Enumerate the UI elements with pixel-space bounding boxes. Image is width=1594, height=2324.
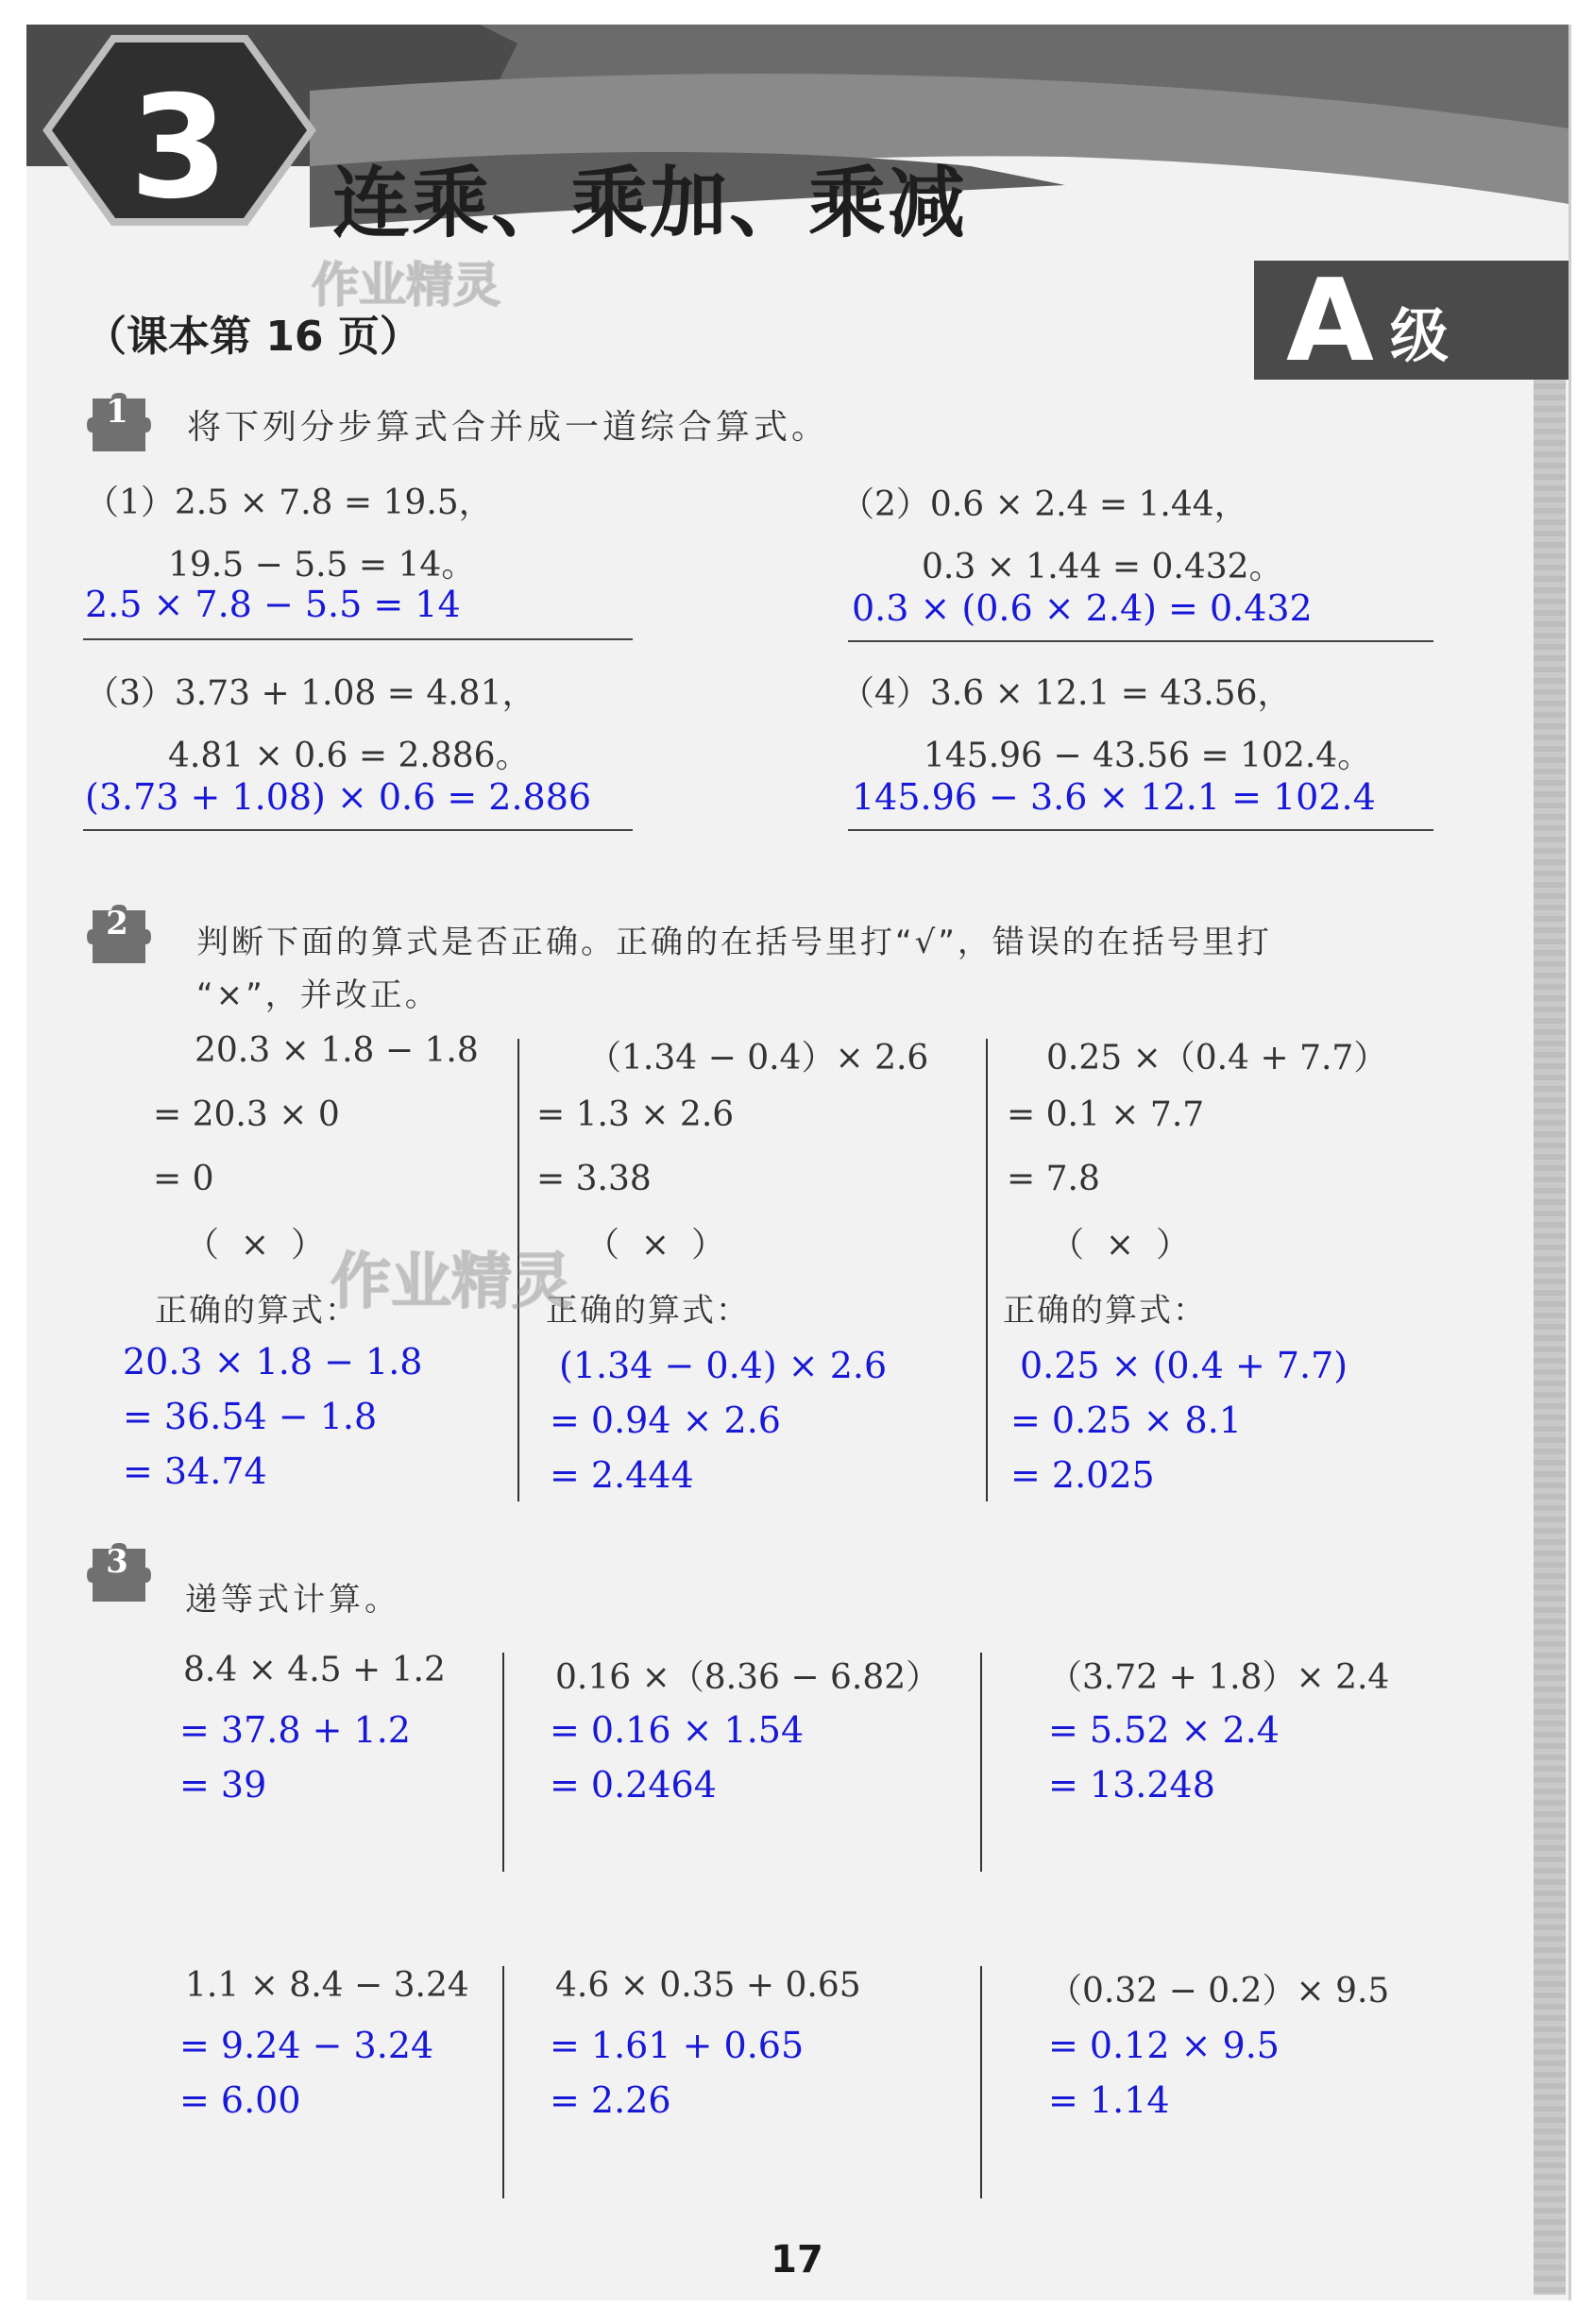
question-2-instruction-line2: “×”，并改正。 — [196, 976, 440, 1014]
chapter-title: 连乘、乘加、乘减 — [332, 159, 968, 248]
q2-col1-answer1: 20.3 × 1.8 − 1.8 — [123, 1341, 423, 1383]
q2-col1-mark: （ × ） — [185, 1226, 325, 1264]
answer-underline — [848, 640, 1433, 642]
q3-problem5-expression: 4.6 × 0.35 + 0.65 — [555, 1966, 861, 2005]
question-2-instruction-line1: 判断下面的算式是否正确。正确的在括号里打“√”，错误的在括号里打 — [196, 924, 1272, 961]
watermark-middle: 作业精灵 — [331, 1247, 572, 1317]
q2-col1-expression: 20.3 × 1.8 − 1.8 — [195, 1031, 479, 1070]
question-3-instruction: 递等式计算。 — [185, 1581, 400, 1619]
q2-col2-mark: （ × ） — [585, 1226, 725, 1264]
q1-item4-answer: 145.96 − 3.6 × 12.1 = 102.4 — [852, 776, 1376, 818]
answer-underline — [848, 829, 1433, 831]
question-1-instruction: 将下列分步算式合并成一道综合算式。 — [187, 408, 830, 447]
question-3-number: 3 — [106, 1543, 128, 1581]
q2-col3-step1: = 0.1 × 7.7 — [1007, 1095, 1205, 1134]
q3-problem4-step1: = 9.24 − 3.24 — [179, 2025, 434, 2066]
column-divider — [502, 1653, 504, 1872]
q2-col3-answer2: = 0.25 × 8.1 — [1010, 1399, 1242, 1441]
q2-col1-answer2: = 36.54 − 1.8 — [123, 1396, 378, 1437]
q1-item4-line1: （4）3.6 × 12.1 = 43.56， — [840, 674, 1292, 713]
q1-item3-line2: 4.81 × 0.6 = 2.886。 — [168, 737, 530, 775]
column-divider — [980, 1653, 982, 1872]
q1-item3-line1: （3）3.73 + 1.08 = 4.81， — [85, 674, 536, 713]
q3-problem3-expression: （3.72 + 1.8）× 2.4 — [1048, 1658, 1390, 1697]
page-edge-strip — [1534, 378, 1566, 2295]
level-letter: A — [1286, 256, 1374, 387]
column-divider — [502, 1966, 504, 2198]
q1-item2-line1: （2）0.6 × 2.4 = 1.44， — [840, 485, 1248, 524]
q1-item2-answer: 0.3 × (0.6 × 2.4) = 0.432 — [852, 587, 1313, 629]
q2-col3-answer1: 0.25 × (0.4 + 7.7) — [1020, 1345, 1348, 1386]
q2-col3-answer3: = 2.025 — [1010, 1454, 1155, 1496]
watermark-top: 作业精灵 — [312, 258, 500, 313]
q3-problem6-step1: = 0.12 × 9.5 — [1048, 2025, 1280, 2066]
q2-col3-correct-label: 正确的算式： — [1003, 1292, 1207, 1330]
q3-problem5-step2: = 2.26 — [550, 2079, 671, 2121]
q3-problem1-expression: 8.4 × 4.5 + 1.2 — [183, 1651, 446, 1689]
q3-problem6-expression: （0.32 − 0.2）× 9.5 — [1048, 1972, 1390, 2010]
q2-col1-step2: = 0 — [153, 1160, 214, 1198]
q1-item1-line2: 19.5 − 5.5 = 14。 — [168, 546, 476, 585]
q2-col2-step1: = 1.3 × 2.6 — [536, 1095, 735, 1134]
page-reference: （课本第 16 页） — [85, 313, 421, 361]
q3-problem6-step2: = 1.14 — [1048, 2079, 1170, 2121]
q3-problem4-expression: 1.1 × 8.4 − 3.24 — [185, 1966, 469, 2005]
q1-item1-line1: （1）2.5 × 7.8 = 19.5， — [85, 483, 493, 522]
column-divider — [986, 1039, 988, 1501]
q3-problem1-step2: = 39 — [179, 1764, 267, 1806]
answer-underline — [83, 829, 633, 831]
q2-col2-step2: = 3.38 — [536, 1160, 652, 1198]
q2-col2-answer1: (1.34 − 0.4) × 2.6 — [559, 1345, 888, 1386]
q1-item3-answer: (3.73 + 1.08) × 0.6 = 2.886 — [85, 776, 592, 818]
q2-col1-step1: = 20.3 × 0 — [153, 1095, 340, 1134]
column-divider — [980, 1966, 982, 2198]
q3-problem3-step1: = 5.52 × 2.4 — [1048, 1709, 1280, 1751]
q3-problem3-step2: = 13.248 — [1048, 1764, 1215, 1806]
chapter-number: 3 — [129, 66, 229, 230]
q1-item2-line2: 0.3 × 1.44 = 0.432。 — [922, 548, 1283, 586]
question-2-number: 2 — [106, 905, 128, 942]
answer-underline — [83, 638, 633, 640]
q3-problem4-step2: = 6.00 — [179, 2079, 301, 2121]
q2-col2-correct-label: 正确的算式： — [546, 1292, 750, 1330]
q2-col2-answer3: = 2.444 — [550, 1454, 694, 1496]
q2-col1-answer3: = 34.74 — [123, 1450, 267, 1492]
page-number: 17 — [771, 2238, 823, 2282]
q3-problem2-step1: = 0.16 × 1.54 — [550, 1709, 805, 1751]
q1-item4-line2: 145.96 − 43.56 = 102.4。 — [924, 737, 1372, 775]
q2-col3-mark: （ × ） — [1050, 1226, 1190, 1264]
q2-col2-expression: （1.34 − 0.4）× 2.6 — [587, 1039, 929, 1077]
q2-col3-step2: = 7.8 — [1007, 1160, 1100, 1198]
level-suffix: 级 — [1390, 301, 1450, 370]
q3-problem1-step1: = 37.8 + 1.2 — [179, 1709, 411, 1751]
q3-problem5-step1: = 1.61 + 0.65 — [550, 2025, 805, 2066]
q3-problem2-expression: 0.16 ×（8.36 − 6.82） — [555, 1658, 941, 1697]
q3-problem2-step2: = 0.2464 — [550, 1764, 717, 1806]
q2-col3-expression: 0.25 ×（0.4 + 7.7） — [1046, 1039, 1388, 1077]
question-1-number: 1 — [106, 393, 128, 431]
q2-col1-correct-label: 正确的算式： — [155, 1292, 359, 1330]
q1-item1-answer: 2.5 × 7.8 − 5.5 = 14 — [85, 584, 461, 625]
q2-col2-answer2: = 0.94 × 2.6 — [550, 1399, 781, 1441]
